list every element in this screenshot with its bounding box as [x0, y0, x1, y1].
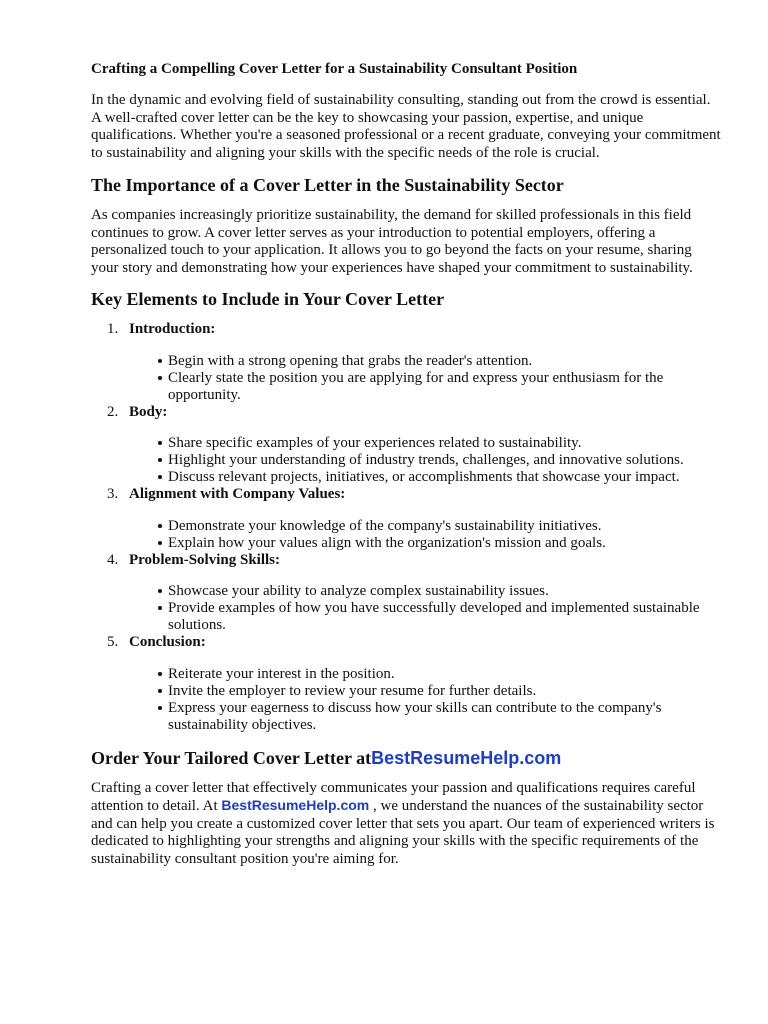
- bullet-text: Highlight your understanding of industry trends, challenges, and innovative solutions.: [168, 452, 684, 468]
- bullet-list: [129, 583, 721, 634]
- bullet-item: [168, 370, 721, 404]
- key-element-item: [91, 321, 721, 404]
- bullet-dot-icon: [158, 672, 162, 676]
- key-element-label: Introduction:: [129, 321, 216, 337]
- key-element-label: Problem-Solving Skills:: [129, 551, 280, 568]
- bullet-dot-icon: [158, 606, 162, 610]
- section-heading-order: [91, 747, 721, 769]
- order-text-before: Crafting a cover letter that effectively communicates your passion and qualifications requires careful attention to detail. At: [91, 779, 696, 814]
- bullet-item: [168, 535, 721, 552]
- section-heading-key-elements: Key Elements to Include in Your Cover Letter: [91, 289, 445, 309]
- bullet-text: Clearly state the position you are applying for and express your enthusiasm for the opportunity.: [168, 369, 664, 403]
- bullet-dot-icon: [158, 458, 162, 462]
- bullet-text: Provide examples of how you have successfully developed and implemented sustainable solutions.: [168, 600, 700, 633]
- key-element-number: 1.: [107, 321, 119, 337]
- bullet-item: [168, 469, 721, 486]
- bullet-dot-icon: [158, 706, 162, 710]
- bullet-list: [129, 518, 721, 552]
- key-elements-list: [91, 321, 721, 734]
- bullet-text: Reiterate your interest in the position.: [168, 665, 395, 682]
- bullet-dot-icon: [158, 376, 162, 380]
- bullet-item: [168, 435, 721, 452]
- bullet-item: [168, 683, 721, 700]
- key-element-item: [91, 404, 721, 487]
- bullet-item: [168, 452, 721, 469]
- importance-paragraph: As companies increasingly prioritize sustainability, the demand for skilled professionals in this field continues to grow. A cover letter serves as your introduction to potential employers, offering a personalized touch to your application. It allows you to go beyond the facts on your resume, sharing your story and demonstrating how your experiences have shaped your commitment to sustainability.: [91, 207, 693, 276]
- bullet-dot-icon: [158, 589, 162, 593]
- intro-paragraph: In the dynamic and evolving field of sustainability consulting, standing out from the crowd is essential. A well-crafted cover letter can be the key to showcasing your passion, expertise, and unique qualifications. Whether you're a seasoned professional or a recent graduate, conveying your commitment to sustainability and aligning your skills with the specific needs of the role is crucial.: [91, 92, 721, 161]
- bullet-text: Express your eagerness to discuss how your skills can contribute to the company's sustainability objectives.: [168, 699, 662, 733]
- bullet-text: Invite the employer to review your resume for further details.: [168, 682, 537, 699]
- order-paragraph: [91, 780, 721, 869]
- bullet-item: [168, 353, 721, 370]
- key-element-number: 3.: [107, 486, 119, 502]
- key-element-number: 4.: [107, 551, 119, 568]
- order-heading-text: Order Your Tailored Cover Letter at: [91, 747, 372, 768]
- bullet-text: Demonstrate your knowledge of the company's sustainability initiatives.: [168, 517, 602, 534]
- key-element-number: 5.: [107, 634, 119, 650]
- key-element-label: Alignment with Company Values:: [129, 486, 346, 502]
- bullet-text: Share specific examples of your experiences related to sustainability.: [168, 435, 582, 451]
- key-element-label: Body:: [129, 403, 168, 420]
- bullet-text: Discuss relevant projects, initiatives, or accomplishments that showcase your impact.: [168, 469, 680, 485]
- bullet-list: [129, 353, 721, 404]
- bullet-text: Explain how your values align with the organization's mission and goals.: [168, 534, 606, 551]
- key-element-item: [91, 634, 721, 734]
- bullet-text: Begin with a strong opening that grabs the reader's attention.: [168, 352, 533, 369]
- bullet-dot-icon: [158, 689, 162, 693]
- document-title: Crafting a Compelling Cover Letter for a Sustainability Consultant Position: [91, 61, 578, 77]
- bullet-item: [168, 583, 721, 600]
- bullet-item: [168, 666, 721, 683]
- bestresumehelp-heading-link[interactable]: BestResumeHelp.com: [371, 747, 562, 768]
- key-element-label: Conclusion:: [129, 634, 206, 650]
- key-element-item: [91, 552, 721, 635]
- bestresumehelp-inline-link[interactable]: BestResumeHelp.com: [221, 797, 370, 813]
- bullet-dot-icon: [158, 359, 162, 363]
- bullet-text: Showcase your ability to analyze complex sustainability issues.: [168, 583, 549, 599]
- bullet-list: [129, 435, 721, 486]
- bullet-item: [168, 600, 721, 634]
- document-page: [91, 60, 721, 868]
- key-element-item: [91, 486, 721, 552]
- key-element-number: 2.: [107, 403, 119, 420]
- bullet-dot-icon: [158, 524, 162, 528]
- section-heading-importance: The Importance of a Cover Letter in the Sustainability Sector: [91, 175, 564, 195]
- bullet-dot-icon: [158, 441, 162, 445]
- bullet-item: [168, 518, 721, 535]
- bullet-dot-icon: [158, 475, 162, 479]
- bullet-item: [168, 700, 721, 734]
- bullet-dot-icon: [158, 541, 162, 545]
- bullet-list: [129, 666, 721, 734]
- order-text-after: , we understand the nuances of the sustainability sector and can help you create a customized cover letter that sets you apart. Our team of experienced writers is dedicated to highlighting your strengths and aligning your skills with the specific requirements of the sustainability consultant position you're aiming for.: [91, 798, 715, 867]
